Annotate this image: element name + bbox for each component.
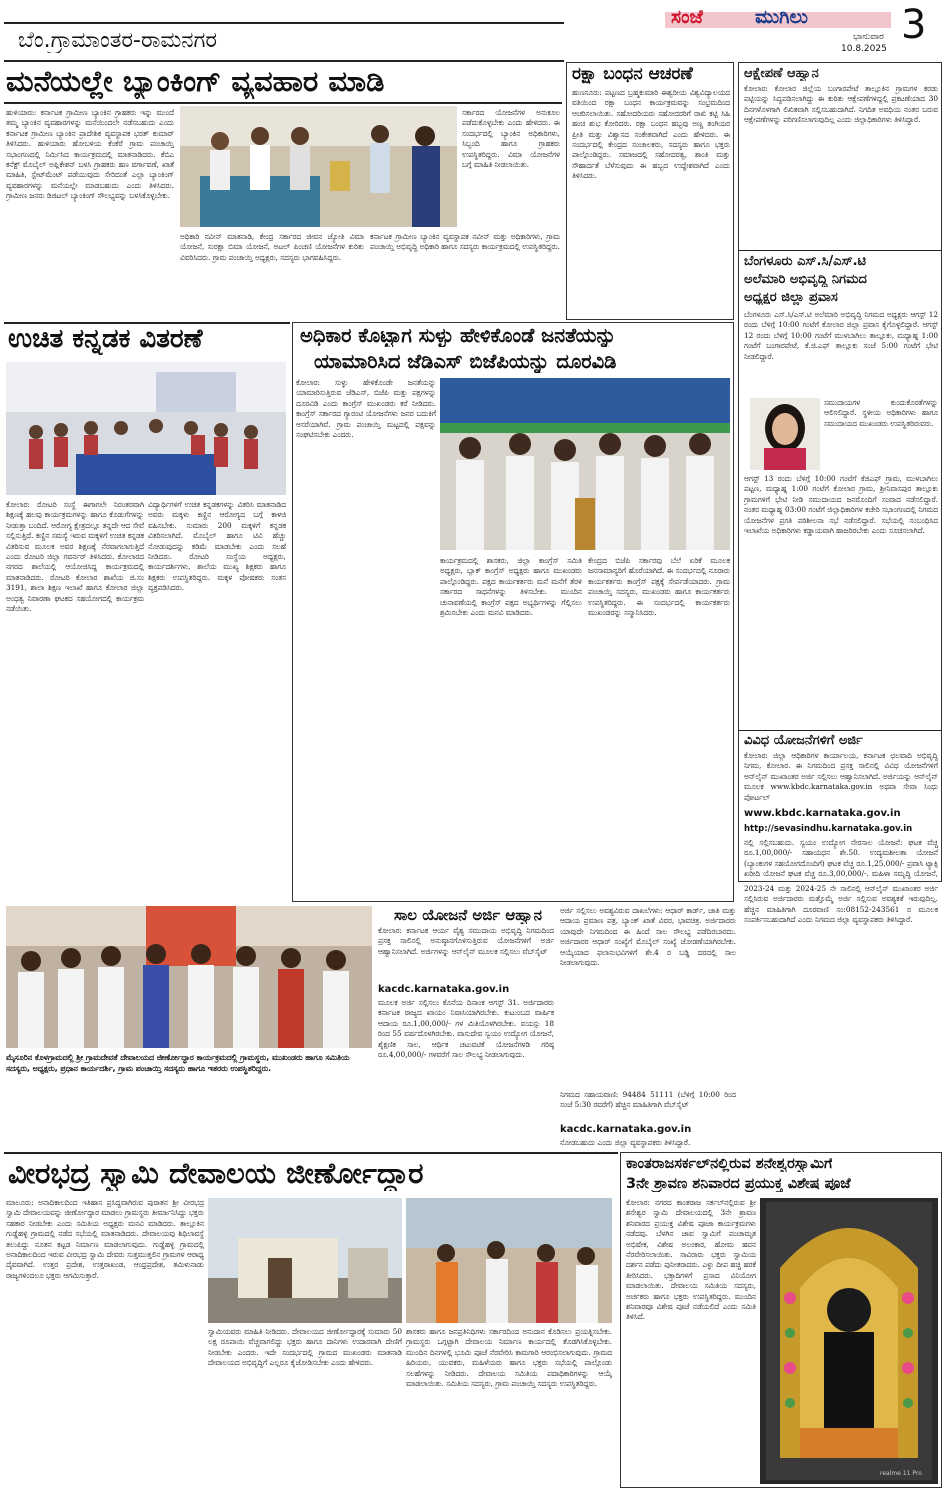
banking-col3: ಅಧಿಕಾರಿ ನವೀನ್ ಮಾತನಾಡಿ, ಕೇಂದ್ರ ಸರ್ಕಾರದ ಜೀವನ ಜ್ಯೋತಿ ವಿಮಾ ಯೋಜನೆ, ಸುರಕ್ಷಾ ಬಿಮಾ ಯೋಜನೆ, ಅಟಲ್ ಪಿಂಚಣಿ ಯೋಜನೆಗಳ ಕುರಿತು ವಿವರಿಸಿದರು. ಗ್ರಾಮ ಪಂಚಾಯ್ತಿ ಅಧ್ಯಕ್ಷರು, ಸದಸ್ಯರು ಭಾಗವಹಿಸಿದ್ದರು. bbox=[180, 232, 364, 262]
sc-st-body-bottom: ಆಗಸ್ಟ್ 13 ರಂದು ಬೆಳಿಗ್ಗೆ 10:00 ಗಂಟೆಗೆ ಕೆಜಿಎಫ್ ಗ್ರಾಮ, ಮುಳಬಾಗಿಲು ಪಟ್ಟಣ, ಮಧ್ಯಾಹ್ನ 1:00 ಗಂಟೆಗೆ ಕೋಲಾರ ಗ್ರಾಮ, ಶ್ರೀನಿವಾಸಪುರ ತಾಲ್ಲೂಕು ಗ್ರಾಮಗಳಿಗೆ ಭೇಟಿ ನೀಡಿ ಸಮುದಾಯದ ಜನರೊಂದಿಗೆ ಸಂವಾದ ನಡೆಸಲಿದ್ದಾರೆ. ನಂತರ ಮಧ್ಯಾಹ್ನ 03:00 ಗಂಟೆಗೆ ಜಿಲ್ಲಾಧಿಕಾರಿಗಳ ಕಚೇರಿ ಸಭಾಂಗಣದಲ್ಲಿ ನಿಗಮದ ಯೋಜನೆಗಳ ಪ್ರಗತಿ ಪರಿಶೀಲನಾ ಸಭೆ ನಡೆಸಲಿದ್ದಾರೆ. ಸಭೆಯಲ್ಲಿ ಸಂಬಂಧಿಸಿದ ಇಲಾಖೆಯ ಅಧಿಕಾರಿಗಳು ಕಡ್ಡಾಯವಾಗಿ ಹಾಜರಿರಬೇಕು ಎಂದು ಸೂಚಿಸಲಾಗಿದೆ. bbox=[744, 474, 938, 536]
temple-col3: ಶಾಸಕರು ಹಾಗೂ ಜನಪ್ರತಿನಿಧಿಗಳು ಸರ್ಕಾರದಿಂದ ಅನುದಾನ ಕೊಡಿಸಲು ಪ್ರಯತ್ನಿಸಬೇಕು. ಗ್ರಾಮಸ್ಥರು ಒಗ್ಗಟ್ಟಾಗಿ ದೇವಾಲಯ ನಿರ್ಮಾಣ ಕಾರ್ಯದಲ್ಲಿ ತೊಡಗಿಸಿಕೊಳ್ಳಬೇಕು. ಮುಂದಿನ ದಿನಗಳಲ್ಲಿ ಭೂಮಿ ಪೂಜೆ ನೆರವೇರಿಸಿ ಕಾಮಗಾರಿ ಆರಂಭಿಸಲಾಗುವುದು. ಗ್ರಾಮದ ಹಿರಿಯರು, ಯುವಕರು, ಮಹಿಳೆಯರು ಹಾಗೂ ಭಕ್ತರು ಸಭೆಯಲ್ಲಿ ಪಾಲ್ಗೊಂಡು ಸಲಹೆಗಳನ್ನು ನೀಡಿದರು. ದೇವಾಲಯ ಸಮಿತಿಯ ಪದಾಧಿಕಾರಿಗಳನ್ನು ಆಯ್ಕೆ ಮಾಡಲಾಯಿತು. ಸಮಿತಿಯ ಸದಸ್ಯರು, ಗ್ರಾಮ ಪಂಚಾಯ್ತಿ ಸದಸ್ಯರು ಉಪಸ್ಥಿತರಿದ್ದರು. bbox=[406, 1327, 612, 1389]
banking-col1: ಹುಳಿಯಾರು: ಕರ್ನಾಟಕ ಗ್ರಾಮೀಣ ಬ್ಯಾಂಕಿನ ಗ್ರಾಹಕರು ಇನ್ನು ಮುಂದೆ ತಮ್ಮ ಬ್ಯಾಂಕಿನ ವ್ಯವಹಾರಗಳನ್ನು ಮನೆಯಿಂದಲೇ ನಡೆಸಬಹುದು ಎಂದು ಕರ್ನಾಟಕ ಗ್ರಾಮೀಣ ಬ್ಯಾಂಕಿನ ಪ್ರಾದೇಶಿಕ ವ್ಯವಸ್ಥಾಪಕ ಭರತ್ ಕುಮಾರ್ ತಿಳಿಸಿದರು. ಹುಳಿಯಾರು ಹೋಬಳಿಯ ಕೆಂಕೆರೆ ಗ್ರಾಮ ಪಂಚಾಯ್ತಿ ಸಭಾಂಗಣದಲ್ಲಿ ನಿರ್ಮಿಸಿದ ಕಾರ್ಯಕ್ರಮದಲ್ಲಿ ಮಾತನಾಡಿದರು. ಕೆಬಿಎ ಕನೆಕ್ಟ್ ಮೊಬೈಲ್ ಅಪ್ಲಿಕೇಶನ್ ಬಳಸಿ ಗ್ರಾಹಕರು ಹಣ ವರ್ಗಾವಣೆ, ಖಾತೆ ಮಾಹಿತಿ, ಸ್ಟೇಟ್‌ಮೆಂಟ್ ಪಡೆಯುವುದು ಸೇರಿದಂತೆ ಎಲ್ಲಾ ಬ್ಯಾಂಕಿಂಗ್ ವ್ಯವಹಾರಗಳನ್ನು ಮನೆಯಲ್ಲೇ ಮಾಡಬಹುದು ಎಂದು ತಿಳಿಸಿದರು. ಗ್ರಾಮೀಣ ಜನರು ಡಿಜಿಟಲ್ ಬ್ಯಾಂಕಿಂಗ್ ಸೌಲಭ್ಯವನ್ನು ಬಳಸಿಕೊಳ್ಳಬೇಕು. bbox=[6, 108, 174, 201]
temple-top-rule bbox=[4, 1152, 618, 1154]
masthead-brand-b: ಮುಗಿಲು bbox=[755, 6, 808, 28]
kannadaka-col2: ವಿದ್ಯಾರ್ಥಿಗಳಿಗೆ ಉಚಿತ ಕನ್ನಡಕಗಳನ್ನು ವಿತರಿಸಿ ಮಾತನಾಡಿದ ಅವರು ಮಕ್ಕಳು ಕಣ್ಣಿನ ಆರೋಗ್ಯದ ಬಗ್ಗೆ ಕಾಳಜಿ ವಹಿಸಬೇಕು. ಸುಮಾರು 200 ಮಕ್ಕಳಿಗೆ ಕನ್ನಡಕ ವಿತರಿಸಲಾಗಿದೆ. ಮೊಬೈಲ್ ಹಾಗೂ ಟಿವಿ ಹೆಚ್ಚು ನೋಡುವುದನ್ನು ಕಡಿಮೆ ಮಾಡಬೇಕು ಎಂದು ಸಲಹೆ ನೀಡಿದರು. ರೋಟರಿ ಸಂಸ್ಥೆಯ ಅಧ್ಯಕ್ಷರು, ಕಾರ್ಯದರ್ಶಿಗಳು, ಶಾಲೆಯ ಮುಖ್ಯ ಶಿಕ್ಷಕರು ಹಾಗೂ ಶಿಕ್ಷಕರು ಉಪಸ್ಥಿತರಿದ್ದರು. ಮಕ್ಕಳ ಪೋಷಕರು ಸಂತಸ ವ್ಯಕ್ತಪಡಿಸಿದರು. bbox=[148, 500, 286, 593]
temple-photo-building bbox=[208, 1198, 402, 1323]
camera-watermark: realme 11 Pro bbox=[880, 1470, 922, 1477]
sc-st-body-top: ಬೆಂಗಳೂರು ಎಸ್.ಸಿ/ಎಸ್.ಟಿ ಅಲೆಮಾರಿ ಅಭಿವೃದ್ಧಿ ನಿಗಮದ ಅಧ್ಯಕ್ಷರು ಆಗಸ್ಟ್ 12 ರಂದು ಬೆಳಿಗ್ಗೆ 10:00 ಗಂಟೆಗೆ ಕೋಲಾರ ಜಿಲ್ಲಾ ಪ್ರವಾಸ ಕೈಗೊಳ್ಳಲಿದ್ದಾರೆ. ಆಗಸ್ಟ್ 12 ರಂದು ಬೆಳಿಗ್ಗೆ 10:00 ಗಂಟೆಗೆ ಮುಳಬಾಗಿಲು ತಾಲ್ಲೂಕು, ಮಧ್ಯಾಹ್ನ 1:00 ಗಂಟೆಗೆ ಬಂಗಾರಪೇಟೆ, ಕೆ.ಜಿ.ಎಫ್ ತಾಲ್ಲೂಕು ಸಂಜೆ 5:00 ಗಂಟೆಗೆ ಭೇಟಿ ನೀಡಲಿದ್ದಾರೆ. bbox=[744, 310, 938, 361]
page-number: 3 bbox=[901, 2, 927, 48]
loan-contact: ನಿಗಮದ ಸಹಾಯವಾಣಿ: 94484 51111 (ಬೆಳಿಗ್ಗೆ 10:00 ರಿಂದ ಸಂಜೆ 5:30 ರವರೆಗೆ) ಹೆಚ್ಚಿನ ಮಾಹಿತಿಗಾಗಿ ವೆಬ್‌ಸೈಟ್ bbox=[560, 1090, 736, 1110]
loan-col1b: ಮೂಲಕ ಅರ್ಜಿ ಸಲ್ಲಿಸಲು ಕೊನೆಯ ದಿನಾಂಕ ಆಗಸ್ಟ್ 31. ಅರ್ಜಿದಾರರು ಕರ್ನಾಟಕ ರಾಜ್ಯದ ಖಾಯಂ ನಿವಾಸಿಯಾಗಿರಬೇಕು. ಕುಟುಂಬದ ವಾರ್ಷಿಕ ಆದಾಯ ರೂ.1,00,000/- ಗಳ ಮಿತಿಯೊಳಗಿರಬೇಕು. ವಯಸ್ಸು 18 ರಿಂದ 55 ವರ್ಷದೊಳಗಿರಬೇಕು. ವಾಸುದೇವ ಸ್ವಯಂ ಉದ್ಯೋಗ ಯೋಜನೆ, ಶೈಕ್ಷಣಿಕ ಸಾಲ, ಆರ್ಥಿಕ ಚಟುವಟಿಕೆ ಯೋಜನೆಗಳಡಿ ಗರಿಷ್ಠ ರೂ.4,00,000/- ಗಳವರೆಗೆ ಸಾಲ ಸೌಲಭ್ಯ ನೀಡಲಾಗುವುದು. bbox=[378, 998, 554, 1060]
sc-st-headline-1: ಬೆಂಗಳೂರು ಎಸ್.ಸಿ/ಎಸ್.ಟಿ bbox=[744, 254, 867, 269]
masthead-brand-a: ಸಂಜೆ bbox=[671, 6, 704, 28]
schemes-link-1[interactable]: www.kbdc.karnataka.gov.in bbox=[744, 808, 901, 819]
schemes-body-3: 2023-24 ಮತ್ತು 2024-25 ನೇ ಸಾಲಿನಲ್ಲಿ ಆನ್‌ಲೈನ್ ಮುಖಾಂತರ ಅರ್ಜಿ ಸಲ್ಲಿಸಿರುವ ಅರ್ಜಿದಾರರು ಮತ್ತೊಮ್ಮೆ ಅರ್ಜಿ ಸಲ್ಲಿಸುವ ಅವಶ್ಯಕತೆ ಇರುವುದಿಲ್ಲ. ಹೆಚ್ಚಿನ ಮಾಹಿತಿಗಾಗಿ ದೂರವಾಣಿ ಸಂ:08152-243561 ರ ಮೂಲಕ ಸಂಪರ್ಕಿಸಬಹುದಾಗಿದೆ ಎಂದು ನಿಗಮದ ಜಿಲ್ಲಾ ವ್ಯವಸ್ಥಾಪಕರು ತಿಳಿಸಿದ್ದಾರೆ. bbox=[744, 884, 938, 925]
kannadaka-col1: ಕೋಲಾರ: ರೋಟರಿ ಸಂಸ್ಥೆ ಈಗಾಗಲೇ ನಿರಂತರವಾಗಿ ಶಿಕ್ಷಣಕ್ಕೆ ಹಲವು ಕಾರ್ಯಕ್ರಮಗಳನ್ನು ಹಾಗೂ ಕೊಡುಗೆಗಳನ್ನು ನೀಡುತ್ತಾ ಬಂದಿದೆ. ಆರೋಗ್ಯ ಕ್ಷೇತ್ರದಲ್ಲೂ ತನ್ನದೇ ಆದ ಸೇವೆ ಸಲ್ಲಿಸುತ್ತಿದೆ. ಕಣ್ಣಿನ ಸಮಸ್ಯೆ ಇರುವ ಮಕ್ಕಳಿಗೆ ಉಚಿತ ಕನ್ನಡಕ ವಿತರಿಸುವ ಮೂಲಕ ಅವರ ಶಿಕ್ಷಣಕ್ಕೆ ನೆರವಾಗಲಾಗುತ್ತಿದೆ ಎಂದು ರೋಟರಿ ಜಿಲ್ಲಾ ಗವರ್ನರ್ ತಿಳಿಸಿದರು. ಕೋಲಾರದ ನಗರದ ಶಾಲೆಯಲ್ಲಿ ಆಯೋಜಿಸಿದ್ದ ಕಾರ್ಯಕ್ರಮದಲ್ಲಿ ಮಾತನಾಡಿದರು. ರೋಟರಿ ಕೋಲಾರ ಶಾಖೆಯ ಜಿ.ಸಂ 3191, ಶಾಲಾ ಶಿಕ್ಷಣ ಇಲಾಖೆ ಹಾಗೂ ಕೋಲಾರ ಜಿಲ್ಲಾ ಅಂಧತ್ವ ನಿವಾರಣಾ ಘಟಕದ ಸಹಯೋಗದಲ್ಲಿ ಕಾರ್ಯಕ್ರಮ ನಡೆಯಿತು. bbox=[6, 500, 144, 614]
sc-st-headline-3: ಅಧ್ಯಕ್ಷರ ಜಿಲ್ಲಾ ಪ್ರವಾಸ bbox=[744, 290, 838, 305]
schemes-headline: ವಿವಿಧ ಯೋಜನೆಗಳಿಗೆ ಅರ್ಜಿ bbox=[744, 733, 863, 748]
kannadaka-photo bbox=[6, 362, 286, 495]
objection-body: ಕೋಲಾರ: ಕೋಲಾರ ಜಿಲ್ಲೆಯ ಬಂಗಾರಪೇಟೆ ತಾಲ್ಲೂಕಿನ ಗ್ರಾಮಗಳ ಕರಡು ಪಟ್ಟಿಯನ್ನು ಸಿದ್ಧಪಡಿಸಲಾಗಿದ್ದು ಈ ಕುರಿತು ಆಕ್ಷೇಪಣೆಗಳಿದ್ದಲ್ಲಿ ಪ್ರಕಟಣೆಯಾದ 30 ದಿನಗಳೊಳಗಾಗಿ ಲಿಖಿತವಾಗಿ ಸಲ್ಲಿಸಬಹುದಾಗಿದೆ. ನಿಗದಿತ ಅವಧಿಯ ನಂತರ ಬರುವ ಆಕ್ಷೇಪಣೆಗಳನ್ನು ಪರಿಗಣಿಸಲಾಗುವುದಿಲ್ಲ ಎಂದು ಜಿಲ್ಲಾಧಿಕಾರಿಗಳು ತಿಳಿಸಿದ್ದಾರೆ. bbox=[744, 84, 938, 125]
schemes-body-1: ಕೋಲಾರ: ಜಿಲ್ಲಾ ಆಧಿಕಾರಿಗಳ ಕಾರ್ಯಾಲಯ, ಕರ್ನಾಟಕ ಛಲವಾದಿ ಅಭಿವೃದ್ಧಿ ನಿಗಮ, ಕೋಲಾರ. ಈ ನಿಗಮದಿಂದ ಪ್ರಸಕ್ತ ಸಾಲಿನಲ್ಲಿ ವಿವಿಧ ಯೋಜನೆಗಳಿಗೆ ಆನ್‌ಲೈನ್ ಮುಖಾಂತರ ಅರ್ಜಿ ಸಲ್ಲಿಸಲು ಆಹ್ವಾನಿಸಲಾಗಿದೆ. ಅರ್ಜಿಯನ್ನು ಆನ್‌ಲೈನ್ ಮೂಲಕ www.kbdc.karnataka.gov.in ಅಥವಾ ಸೇವಾ ಸಿಂಧು ಪೋರ್ಟಲ್ bbox=[744, 751, 938, 802]
sc-st-portrait bbox=[750, 398, 820, 470]
loan-headline: ಸಾಲ ಯೋಜನೆ ಅರ್ಜಿ ಆಹ್ವಾನ bbox=[394, 906, 542, 924]
raksha-body: ಹುಣಸೂರು: ಪಟ್ಟಣದ ಬ್ರಹ್ಮಕುಮಾರಿ ಈಶ್ವರೀಯ ವಿಶ್ವವಿದ್ಯಾಲಯದ ವತಿಯಿಂದ ರಕ್ಷಾ ಬಂಧನ ಕಾರ್ಯಕ್ರಮವನ್ನು ಸಂಭ್ರಮದಿಂದ ಆಚರಿಸಲಾಯಿತು. ಸಹೋದರಿಯರು ಸಹೋದರರಿಗೆ ರಾಖಿ ಕಟ್ಟಿ ಸಿಹಿ ಹಂಚಿ ಶುಭ ಕೋರಿದರು. ರಕ್ಷಾ ಬಂಧನ ಹಬ್ಬವು ಅಣ್ಣ ತಂಗಿಯರ ಪ್ರೀತಿ ಮತ್ತು ವಿಶ್ವಾಸದ ಸಂಕೇತವಾಗಿದೆ ಎಂದು ಹೇಳಿದರು. ಈ ಸಂದರ್ಭದಲ್ಲಿ ಕೇಂದ್ರದ ಸಂಚಾಲಕರು, ಸದಸ್ಯರು ಹಾಗೂ ಭಕ್ತರು ಪಾಲ್ಗೊಂಡಿದ್ದರು. ಸಮಾಜದಲ್ಲಿ ಸಹೋದರತ್ವ, ಶಾಂತಿ ಮತ್ತು ಸೌಹಾರ್ದತೆ ಬೆಳೆಸುವುದು ಈ ಹಬ್ಬದ ಉದ್ದೇಶವಾಗಿದೆ ಎಂದು ತಿಳಿಸಿದರು. bbox=[572, 88, 730, 181]
banking-col2: ಸರ್ಕಾರದ ಯೋಜನೆಗಳ ಅನುಕೂಲ ಪಡೆದುಕೊಳ್ಳಬೇಕು ಎಂದು ಹೇಳಿದರು. ಈ ಸಂದರ್ಭದಲ್ಲಿ ಬ್ಯಾಂಕಿನ ಅಧಿಕಾರಿಗಳು, ಸಿಬ್ಬಂದಿ ಹಾಗೂ ಗ್ರಾಹಕರು ಉಪಸ್ಥಿತರಿದ್ದರು. ವಿಮಾ ಯೋಜನೆಗಳ ಬಗ್ಗೆ ಮಾಹಿತಿ ನೀಡಲಾಯಿತು. bbox=[462, 108, 560, 170]
schemes-body-2: ನಲ್ಲಿ ಸಲ್ಲಿಸಬಹುದು. ಸ್ವಯಂ ಉದ್ಯೋಗ ನೇರಸಾಲ ಯೋಜನೆ: ಘಟಕ ವೆಚ್ಚ ರೂ.1,00,000/- ಸಹಾಯಧನ ಶೇ.50. ಉದ್ಯಮಶೀಲತಾ ಯೋಜನೆ (ಬ್ಯಾಂಕುಗಳ ಸಹಯೋಗದೊಂದಿಗೆ) ಘಟಕ ವೆಚ್ಚ ರೂ.1,25,000/- ಪ್ರವಾಸಿ ಟ್ಯಾಕ್ಸಿ ಖರೀದಿ ಯೋಜನೆ ಘಟಕ ವೆಚ್ಚ ರೂ.3,00,000/-. ಮಹಿಳಾ ಸಮೃದ್ಧಿ ಯೋಜನೆ, bbox=[744, 838, 938, 879]
schemes-link-2[interactable]: http://sevasindhu.karnataka.gov.in bbox=[744, 824, 913, 834]
banking-headline-rule bbox=[4, 102, 562, 104]
temple-col1: ಮಾಲೂರು: ಅನಾದಿಕಾಲದಿಂದ ಇತಿಹಾಸ ಪ್ರಸಿದ್ಧವಾಗಿರುವ ಪುರಾತನ ಶ್ರೀ ವೀರಭದ್ರ ಸ್ವಾಮಿ ದೇವಾಲಯವನ್ನು ಜೀರ್ಣೋದ್ಧಾರ ಮಾಡಲು ಗ್ರಾಮಸ್ಥರು ತೀರ್ಮಾನಿಸಿದ್ದು ಭಕ್ತರು ಸಹಕಾರ ನೀಡಬೇಕು ಎಂದು ಸಮಿತಿಯ ಅಧ್ಯಕ್ಷರು ಮನವಿ ಮಾಡಿದರು. ತಾಲ್ಲೂಕಿನ ಗುಡ್ಡೆಹಳ್ಳಿ ಗ್ರಾಮದಲ್ಲಿ ನಡೆದ ಸಭೆಯಲ್ಲಿ ಮಾತನಾಡಿದರು. ದೇವಾಲಯವು ಶಿಥಿಲಾವಸ್ಥೆ ತಲುಪಿದ್ದು ನೂತನ ಕಟ್ಟಡ ನಿರ್ಮಾಣ ಮಾಡಲಾಗುವುದು. ಗುಡ್ಡೆಹಳ್ಳಿ ಗ್ರಾಮದಲ್ಲಿ ಅನಾದಿಕಾಲದಿಂದ ಇರುವ ವೀರಭದ್ರ ಸ್ವಾಮಿ ದೇವರು ಸುತ್ತಮುತ್ತಲಿನ ಗ್ರಾಮಗಳ ಆರಾಧ್ಯ ದೈವವಾಗಿದೆ. ಉತ್ತರ ಪ್ರದೇಶ, ಉತ್ತರಾಖಂಡ, ಆಂಧ್ರಪ್ರದೇಶ, ತಮಿಳುನಾಡು ರಾಜ್ಯಗಳಿಂದಲೂ ಭಕ್ತರು ಆಗಮಿಸುತ್ತಾರೆ. bbox=[6, 1198, 204, 1280]
schemes-rule bbox=[738, 730, 942, 731]
banking-photo bbox=[180, 106, 457, 227]
shani-headline-1: ಕಾಂತರಾಜಸರ್ಕಲ್‌ನಲ್ಲಿರುವ ಶನೇಶ್ವರಸ್ವಾಮಿಗೆ bbox=[626, 1156, 833, 1172]
masthead bbox=[665, 4, 941, 60]
masthead-day: ಭಾನುವಾರ bbox=[853, 32, 884, 42]
jds-photo bbox=[440, 378, 730, 550]
loan-col2: ಅರ್ಜಿ ಸಲ್ಲಿಸಲು ಅವಶ್ಯವಿರುವ ದಾಖಲೆಗಳು: ಆಧಾರ್ ಕಾರ್ಡ್, ಜಾತಿ ಮತ್ತು ಆದಾಯ ಪ್ರಮಾಣ ಪತ್ರ, ಬ್ಯಾಂಕ್ ಖಾತೆ ವಿವರ, ಭಾವಚಿತ್ರ. ಅರ್ಜಿದಾರರು ಯಾವುದೇ ನಿಗಮದಿಂದ ಈ ಹಿಂದೆ ಸಾಲ ಸೌಲಭ್ಯ ಪಡೆದಿರಬಾರದು. ಅರ್ಜಿದಾರರ ಆಧಾರ್ ಸಂಖ್ಯೆಗೆ ಮೊಬೈಲ್ ಸಂಖ್ಯೆ ಜೋಡಣೆಯಾಗಿರಬೇಕು. ಆಯ್ಕೆಯಾದ ಫಲಾನುಭವಿಗಳಿಗೆ ಶೇ.4 ರ ಬಡ್ಡಿ ದರದಲ್ಲಿ ಸಾಲ ನೀಡಲಾಗುವುದು. bbox=[560, 906, 736, 968]
section-banner bbox=[4, 22, 564, 62]
section-title: ಬೆಂ.ಗ್ರಾಮಾಂತರ-ರಾಮನಗರ bbox=[18, 28, 218, 53]
objection-rule bbox=[738, 250, 942, 251]
raksha-headline: ರಕ್ಷಾ ಬಂಧನ ಆಚರಣೆ bbox=[572, 64, 693, 84]
group-photo bbox=[6, 906, 372, 1048]
shani-photo bbox=[760, 1198, 938, 1484]
group-photo-caption: ಮೈಸೂರಿನ ಕೊಳಗ್ರಾಮದಲ್ಲಿ ಶ್ರೀ ಗ್ರಾಮದೇವತೆ ದೇವಾಲಯದ ಜೀರ್ಣೋದ್ಧಾರ ಕಾರ್ಯಕ್ರಮದಲ್ಲಿ ಗ್ರಾಮಸ್ಥರು, ಮುಖಂಡರು ಹಾಗೂ ಸಮಿತಿಯ ಸದಸ್ಯರು, ಅಧ್ಯಕ್ಷರು, ಪ್ರಧಾನ ಕಾರ್ಯದರ್ಶಿ, ಗ್ರಾಮ ಪಂಚಾಯ್ತಿ ಸದಸ್ಯರು ಹಾಗೂ ಇತರರು ಉಪಸ್ಥಿತರಿದ್ದರು. bbox=[6, 1053, 350, 1073]
jds-col3: ಕೇಂದ್ರದ ಬಿಜೆಪಿ ಸರ್ಕಾರವು ಬೆಲೆ ಏರಿಕೆ ಮೂಲಕ ಜನಸಾಮಾನ್ಯರಿಗೆ ಹೊರೆಯಾಗಿದೆ. ಈ ಸಂದರ್ಭದಲ್ಲಿ ನೂರಾರು ಕಾರ್ಯಕರ್ತರು ಕಾಂಗ್ರೆಸ್ ಪಕ್ಷಕ್ಕೆ ಸೇರ್ಪಡೆಯಾದರು. ಗ್ರಾಮ ಪಂಚಾಯ್ತಿ ಸದಸ್ಯರು, ಮುಖಂಡರು ಹಾಗೂ ಕಾರ್ಯಕರ್ತರು ಉಪಸ್ಥಿತರಿದ್ದರು. ಈ ಸಂದರ್ಭದಲ್ಲಿ ಕಾರ್ಯಕರ್ತರು ಮುಖಂಡರನ್ನು ಸನ್ಮಾನಿಸಿದರು. bbox=[588, 556, 730, 618]
sc-st-body-side: ಸಮುದಾಯಗಳ ಕುಂದುಕೊರತೆಗಳನ್ನು ಆಲಿಸಲಿದ್ದಾರೆ. ಸ್ಥಳೀಯ ಅಧಿಕಾರಿಗಳು ಹಾಗೂ ಸಮುದಾಯದ ಮುಖಂಡರು ಉಪಸ್ಥಿತರಿರುವರು. bbox=[824, 398, 938, 428]
temple-col2: ಸ್ವಾಮಿಯವರು ಮಾಹಿತಿ ನೀಡಿದರು. ದೇವಾಲಯದ ಜೀರ್ಣೋದ್ಧಾರಕ್ಕೆ ಸುಮಾರು 50 ಲಕ್ಷ ರೂಪಾಯಿ ವೆಚ್ಚವಾಗಲಿದ್ದು ಭಕ್ತರು ಹಾಗೂ ದಾನಿಗಳು ಉದಾರವಾಗಿ ದೇಣಿಗೆ ನೀಡಬೇಕು ಎಂದರು. ಇದೇ ಸಂದರ್ಭದಲ್ಲಿ ಗ್ರಾಮದ ಮುಖಂಡರು ಮಾತನಾಡಿ ದೇವಾಲಯದ ಅಭಿವೃದ್ಧಿಗೆ ಎಲ್ಲರೂ ಕೈಜೋಡಿಸಬೇಕು ಎಂದು ಹೇಳಿದರು. bbox=[208, 1327, 402, 1368]
loan-link[interactable]: kacdc.karnataka.gov.in bbox=[378, 984, 510, 995]
kannadaka-headline: ಉಚಿತ ಕನ್ನಡಕ ವಿತರಣೆ bbox=[8, 324, 203, 354]
loan-contact-link[interactable]: kacdc.karnataka.gov.in bbox=[560, 1124, 692, 1135]
sc-st-headline-2: ಅಲೆಮಾರಿ ಅಭಿವೃದ್ಧಿ ನಿಗಮದ bbox=[744, 272, 867, 287]
temple-headline: ವೀರಭದ್ರ ಸ್ವಾಮಿ ದೇವಾಲಯ ಜೀರ್ಣೋದ್ಧಾರ bbox=[8, 1156, 424, 1190]
masthead-date: 10.8.2025 bbox=[841, 44, 887, 54]
banking-headline: ಮನೆಯಲ್ಲೇ ಬ್ಯಾಂಕಿಂಗ್ ವ್ಯವಹಾರ ಮಾಡಿ bbox=[6, 64, 385, 98]
temple-photo-people bbox=[406, 1198, 612, 1323]
loan-col1: ಕೋಲಾರ: ಕರ್ನಾಟಕ ಆರ್ಯ ವೈಶ್ಯ ಸಮುದಾಯ ಅಭಿವೃದ್ಧಿ ನಿಗಮದಿಂದ ಪ್ರಸಕ್ತ ಸಾಲಿನಲ್ಲಿ ಅನುಷ್ಠಾನಗೊಳಿಸುತ್ತಿರುವ ಯೋಜನೆಗಳಿಗೆ ಅರ್ಜಿ ಆಹ್ವಾನಿಸಲಾಗಿದೆ. ಅರ್ಜಿಗಳನ್ನು ಆನ್‌ಲೈನ್ ಮೂಲಕ ಸಲ್ಲಿಸಲು ವೆಬ್‌ಸೈಟ್ bbox=[378, 926, 554, 956]
jds-headline-2: ಯಾಮಾರಿಸಿದ ಜೆಡಿಎಸ್ ಬಿಜೆಪಿಯನ್ನು ದೂರವಿಡಿ bbox=[314, 350, 617, 373]
jds-col1: ಕೋಲಾರ: ಸುಳ್ಳು ಹೇಳಿಕೊಂಡೇ ಜನತೆಯನ್ನು ಯಾಮಾರಿಸುತ್ತಿರುವ ಜೆಡಿಎಸ್, ಬಿಜೆಪಿ ಮತ್ತು ಪಕ್ಷಗಳನ್ನು ದೂರವಿಡಿ ಎಂದು ಕಾಂಗ್ರೆಸ್ ಮುಖಂಡರು ಕರೆ ನೀಡಿದರು. ಕಾಂಗ್ರೆಸ್ ಸರ್ಕಾರದ ಗ್ಯಾರಂಟಿ ಯೋಜನೆಗಳು ಜನರ ಬದುಕಿಗೆ ಆಸರೆಯಾಗಿವೆ. ಗ್ರಾಮ ಪಂಚಾಯ್ತಿ ಮಟ್ಟದಲ್ಲಿ ಪಕ್ಷವನ್ನು ಸಂಘಟಿಸಬೇಕು ಎಂದರು. bbox=[296, 378, 436, 440]
jds-col2: ಕಾರ್ಯಕ್ರಮದಲ್ಲಿ ಶಾಸಕರು, ಜಿಲ್ಲಾ ಕಾಂಗ್ರೆಸ್ ಸಮಿತಿ ಅಧ್ಯಕ್ಷರು, ಬ್ಲಾಕ್ ಕಾಂಗ್ರೆಸ್ ಅಧ್ಯಕ್ಷರು ಹಾಗೂ ಮುಖಂಡರು ಪಾಲ್ಗೊಂಡಿದ್ದರು. ಪಕ್ಷದ ಕಾರ್ಯಕರ್ತರು ಮನೆ ಮನೆಗೆ ತೆರಳಿ ಸರ್ಕಾರದ ಸಾಧನೆಗಳನ್ನು ತಿಳಿಸಬೇಕು. ಮುಂದಿನ ಚುನಾವಣೆಯಲ್ಲಿ ಕಾಂಗ್ರೆಸ್ ಪಕ್ಷದ ಅಭ್ಯರ್ಥಿಗಳನ್ನು ಗೆಲ್ಲಿಸಲು ಶ್ರಮಿಸಬೇಕು ಎಂದು ಮನವಿ ಮಾಡಿದರು. bbox=[440, 556, 582, 618]
shani-body: ಕೋಲಾರ: ನಗರದ ಕಾಂತರಾಜ ಸರ್ಕಲ್‌ನಲ್ಲಿರುವ ಶ್ರೀ ಶನೇಶ್ವರ ಸ್ವಾಮಿ ದೇವಾಲಯದಲ್ಲಿ 3ನೇ ಶ್ರಾವಣ ಶನಿವಾರದ ಪ್ರಯುಕ್ತ ವಿಶೇಷ ಪೂಜಾ ಕಾರ್ಯಕ್ರಮಗಳು ನಡೆದವು. ಬೆಳಗಿನ ಜಾವ ಸ್ವಾಮಿಗೆ ಪಂಚಾಮೃತ ಅಭಿಷೇಕ, ವಿಶೇಷ ಅಲಂಕಾರ, ಹೋಮ ಹವನ ನೆರವೇರಿಸಲಾಯಿತು. ಸಾವಿರಾರು ಭಕ್ತರು ಸ್ವಾಮಿಯ ದರ್ಶನ ಪಡೆದು ಪುನೀತರಾದರು. ಎಳ್ಳು ದೀಪ ಹಚ್ಚಿ ಹರಕೆ ತೀರಿಸಿದರು. ಭಕ್ತಾದಿಗಳಿಗೆ ಪ್ರಸಾದ ವಿನಿಯೋಗ ಮಾಡಲಾಯಿತು. ದೇವಾಲಯ ಸಮಿತಿಯ ಸದಸ್ಯರು, ಅರ್ಚಕರು ಹಾಗೂ ಭಕ್ತರು ಉಪಸ್ಥಿತರಿದ್ದರು. ಮುಂದಿನ ಶನಿವಾರವೂ ವಿಶೇಷ ಪೂಜೆ ನಡೆಯಲಿದೆ ಎಂದು ಸಮಿತಿ ತಿಳಿಸಿದೆ. bbox=[626, 1198, 756, 1322]
shani-headline-2: 3ನೇ ಶ್ರಾವಣ ಶನಿವಾರದ ಪ್ರಯುಕ್ತ ವಿಶೇಷ ಪೂಜೆ bbox=[626, 1176, 851, 1192]
loan-contact-end: ನೋಡಬಹುದು ಎಂದು ಜಿಲ್ಲಾ ವ್ಯವಸ್ಥಾಪಕರು ತಿಳಿಸಿದ್ದಾರೆ. bbox=[560, 1138, 691, 1147]
jds-headline-1: ಅಧಿಕಾರ ಕೊಟ್ಟಾಗ ಸುಳ್ಳು ಹೇಳಿಕೊಂಡೆ ಜನತೆಯನ್ನು bbox=[300, 324, 617, 347]
objection-headline: ಆಕ್ಷೇಪಣೆ ಆಹ್ವಾನ bbox=[744, 66, 819, 81]
banking-col4: ಕರ್ನಾಟಕ ಗ್ರಾಮೀಣ ಬ್ಯಾಂಕಿನ ವ್ಯವಸ್ಥಾಪಕ ನವೀನ್ ಮತ್ತು ಅಧಿಕಾರಿಗಳು, ಗ್ರಾಮ ಪಂಚಾಯ್ತಿ ಅಭಿವೃದ್ಧಿ ಅಧಿಕಾರಿ ಹಾಗೂ ಸದಸ್ಯರು ಕಾರ್ಯಕ್ರಮದಲ್ಲಿ ಉಪಸ್ಥಿತರಿದ್ದರು. bbox=[370, 232, 560, 252]
